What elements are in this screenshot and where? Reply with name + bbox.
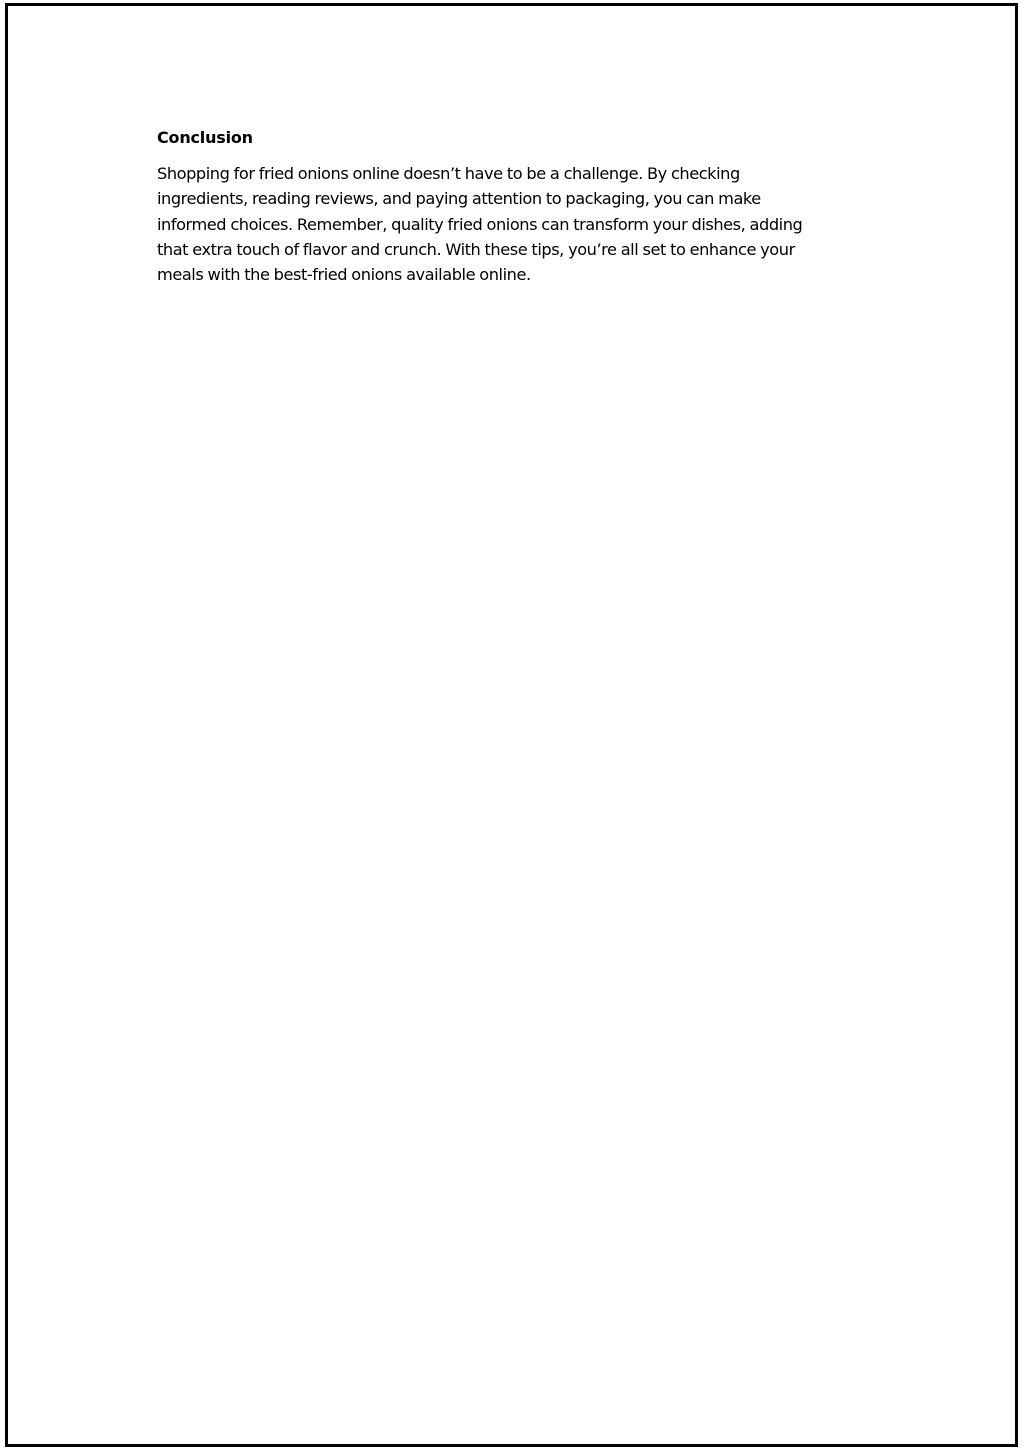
paragraph-line: Shopping for fried onions online doesn’t have to be a challenge. By checking (157, 164, 740, 183)
paragraph-line: that extra touch of flavor and crunch. With these tips, you’re all set to enhance your (157, 239, 795, 259)
paragraph-line: informed choices. Remember, quality fried onions can transform your dishes, adding (157, 214, 803, 234)
section-heading: Conclusion (157, 128, 253, 147)
conclusion-paragraph (157, 161, 892, 287)
paragraph-line: ingredients, reading reviews, and paying attention to packaging, you can make (157, 189, 761, 209)
page-content (157, 126, 892, 287)
paragraph-line: meals with the best-fried onions available online. (157, 265, 531, 285)
document-page (5, 3, 1018, 1447)
